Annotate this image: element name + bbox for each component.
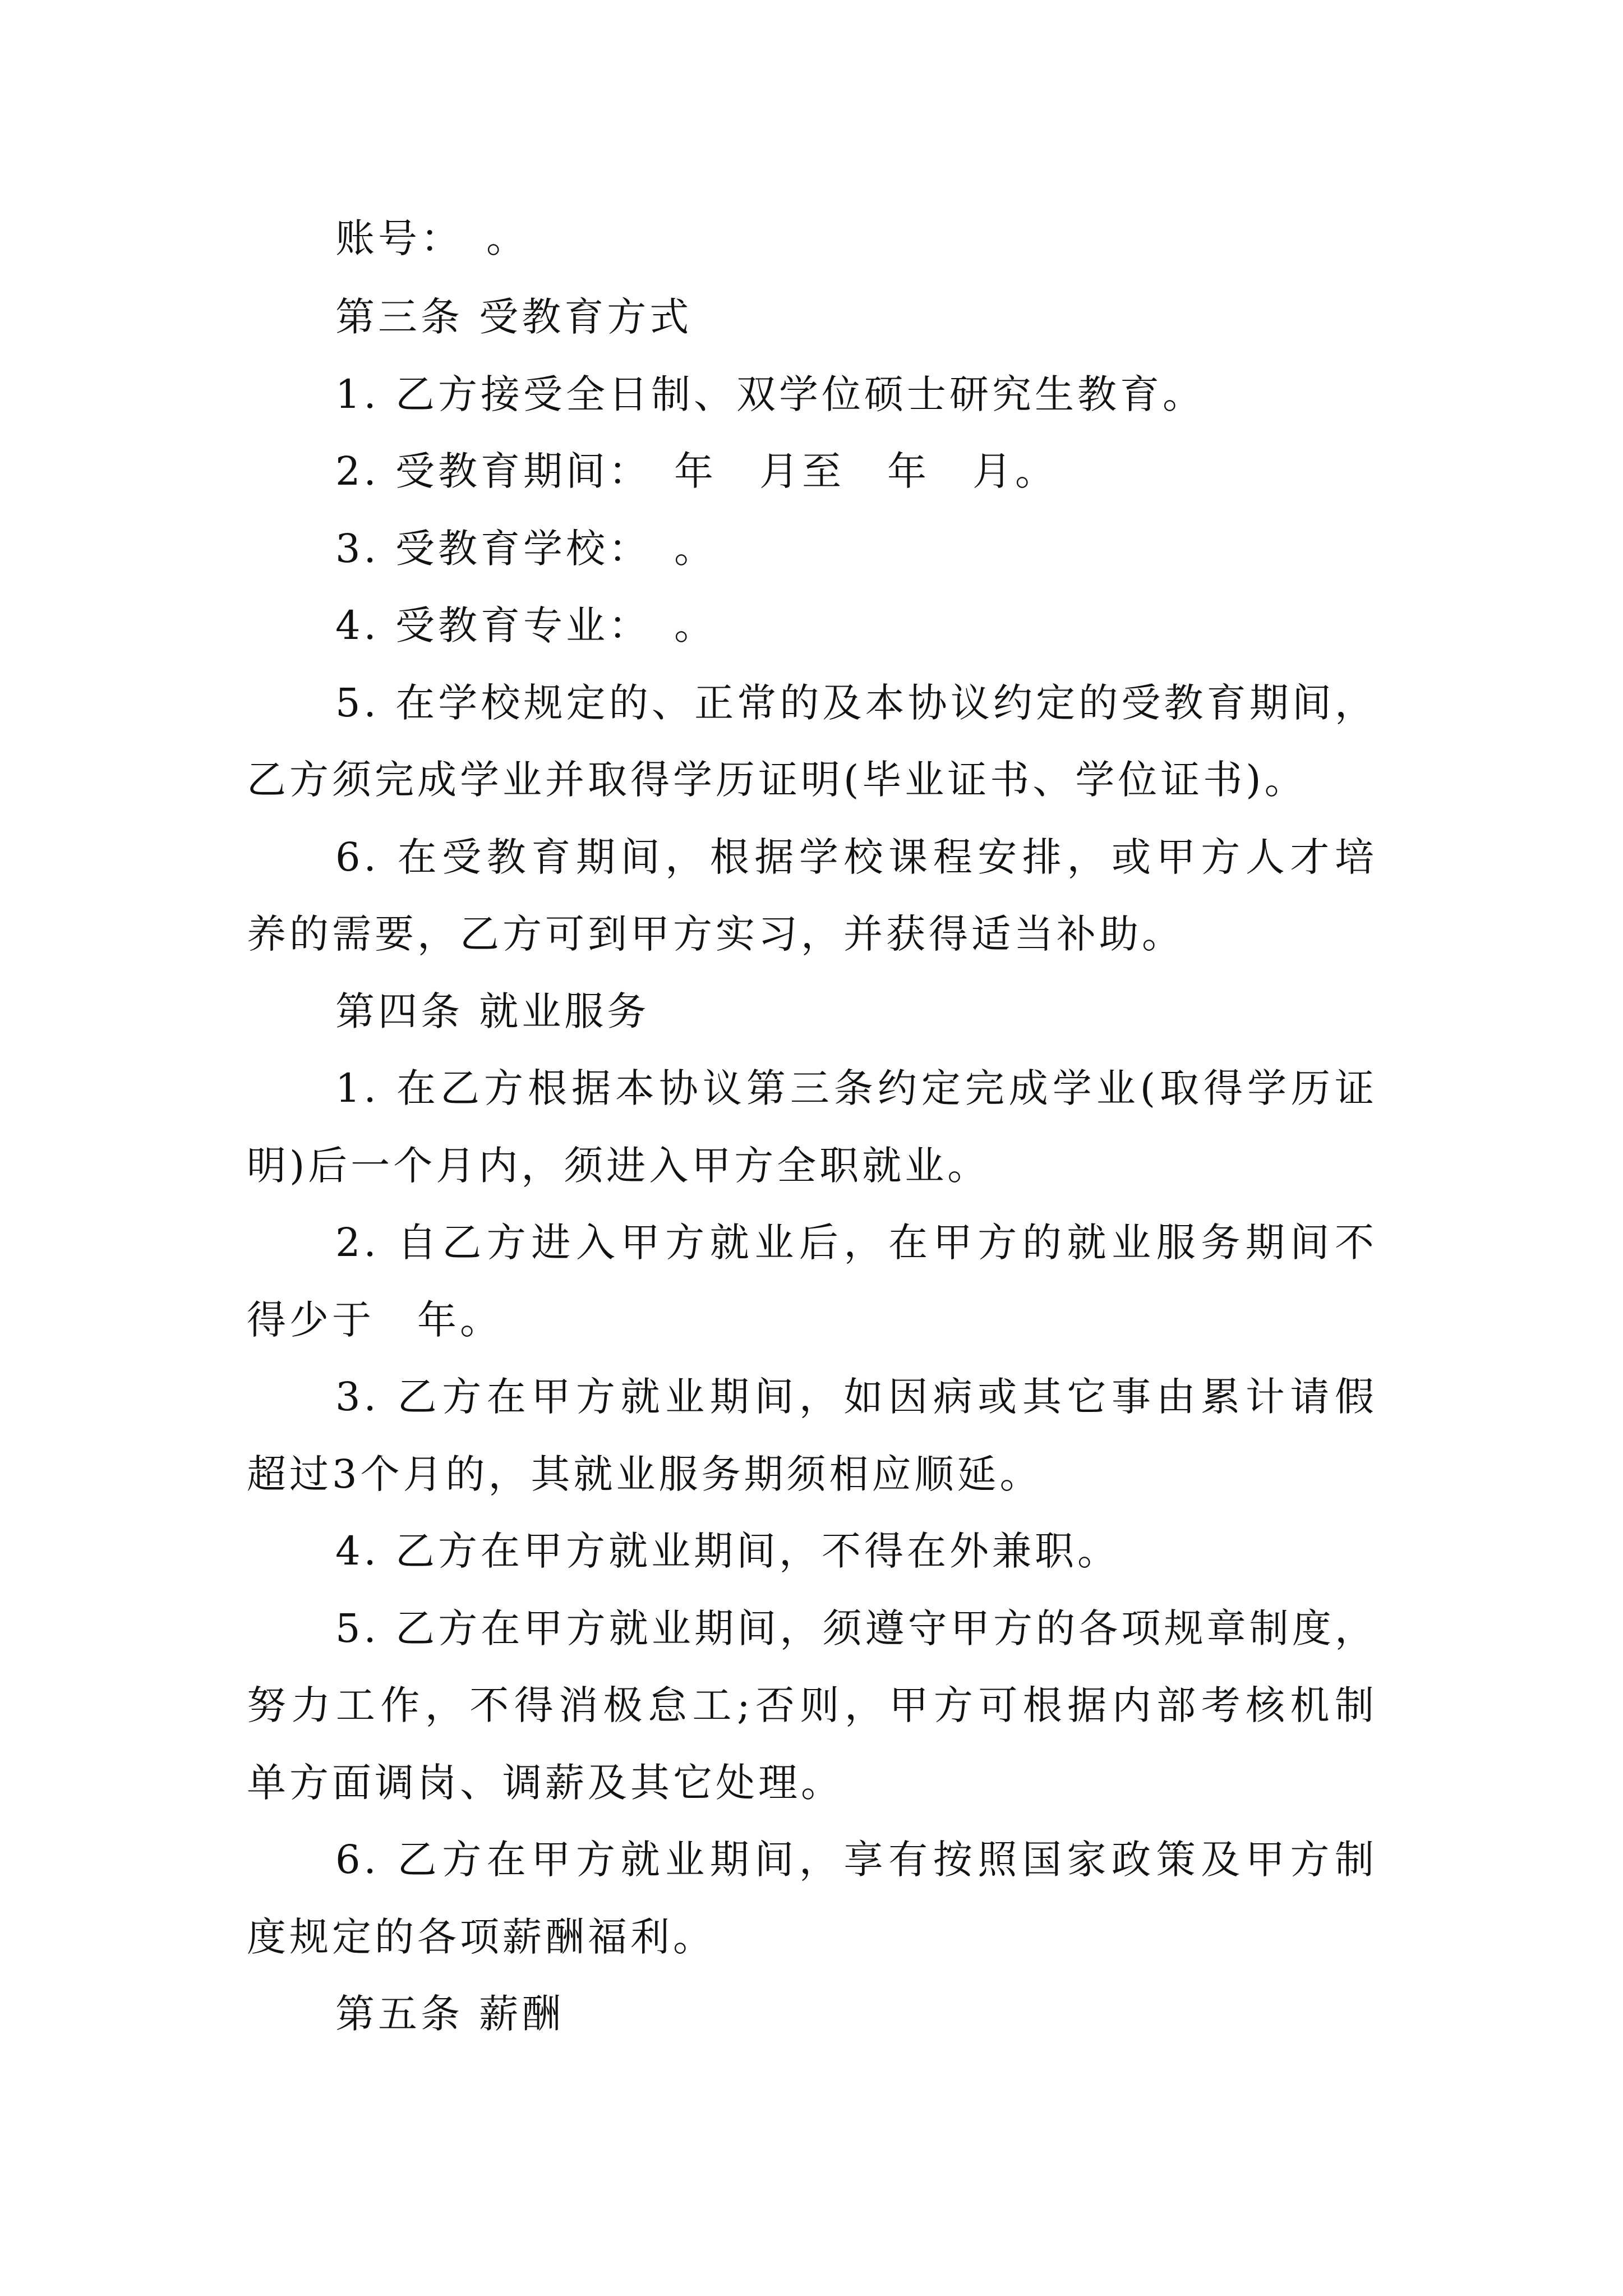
article-3-item-3: 3. 受教育学校： 。 <box>335 526 717 572</box>
article-4-item-2-line-1: 2. 自乙方进入甲方就业后，在甲方的就业服务期间不 <box>335 1220 1377 1266</box>
article-4-item-5-line-2: 努力工作，不得消极怠工;否则，甲方可根据内部考核机制 <box>247 1682 1377 1728</box>
article-4-item-6-line-2: 度规定的各项薪酬福利。 <box>247 1914 716 1960</box>
article-3-item-5-line-2: 乙方须完成学业并取得学历证明(毕业证书、学位证书)。 <box>247 757 1307 803</box>
article-3-item-2: 2. 受教育期间： 年 月至 年 月。 <box>335 448 1058 494</box>
article-3-item-1: 1. 乙方接受全日制、双学位硕士研究生教育。 <box>335 371 1206 417</box>
article-4-item-1-line-2: 明)后一个月内，须进入甲方全职就业。 <box>247 1143 990 1189</box>
article-4-item-4: 4. 乙方在甲方就业期间，不得在外兼职。 <box>335 1528 1121 1574</box>
article-4-item-5-line-3: 单方面调岗、调薪及其它处理。 <box>247 1760 843 1806</box>
article-4-item-1-line-1: 1. 在乙方根据本协议第三条约定完成学业(取得学历证 <box>335 1065 1377 1111</box>
article-3-item-4: 4. 受教育专业： 。 <box>335 602 717 648</box>
article-4-item-3-line-2: 超过3个月的，其就业服务期须相应顺延。 <box>247 1451 1043 1497</box>
article-3-item-6-line-1: 6. 在受教育期间，根据学校课程安排，或甲方人才培 <box>335 834 1377 880</box>
account-number-line: 账号： 。 <box>335 215 529 261</box>
article-4-item-2-line-2: 得少于 年。 <box>247 1297 502 1343</box>
article-4-item-5-line-1: 5. 乙方在甲方就业期间，须遵守甲方的各项规章制度， <box>335 1605 1377 1651</box>
article-3-item-6-line-2: 养的需要，乙方可到甲方实习，并获得适当补助。 <box>247 911 1184 957</box>
article-3-item-5-line-1: 5. 在学校规定的、正常的及本协议约定的受教育期间， <box>335 680 1377 726</box>
article-3-heading: 第三条 受教育方式 <box>335 294 693 340</box>
article-4-item-3-line-1: 3. 乙方在甲方就业期间，如因病或其它事由累计请假 <box>335 1374 1377 1420</box>
article-4-heading: 第四条 就业服务 <box>335 988 650 1034</box>
article-5-heading: 第五条 薪酬 <box>335 1991 565 2037</box>
article-4-item-6-line-1: 6. 乙方在甲方就业期间，享有按照国家政策及甲方制 <box>335 1837 1377 1883</box>
